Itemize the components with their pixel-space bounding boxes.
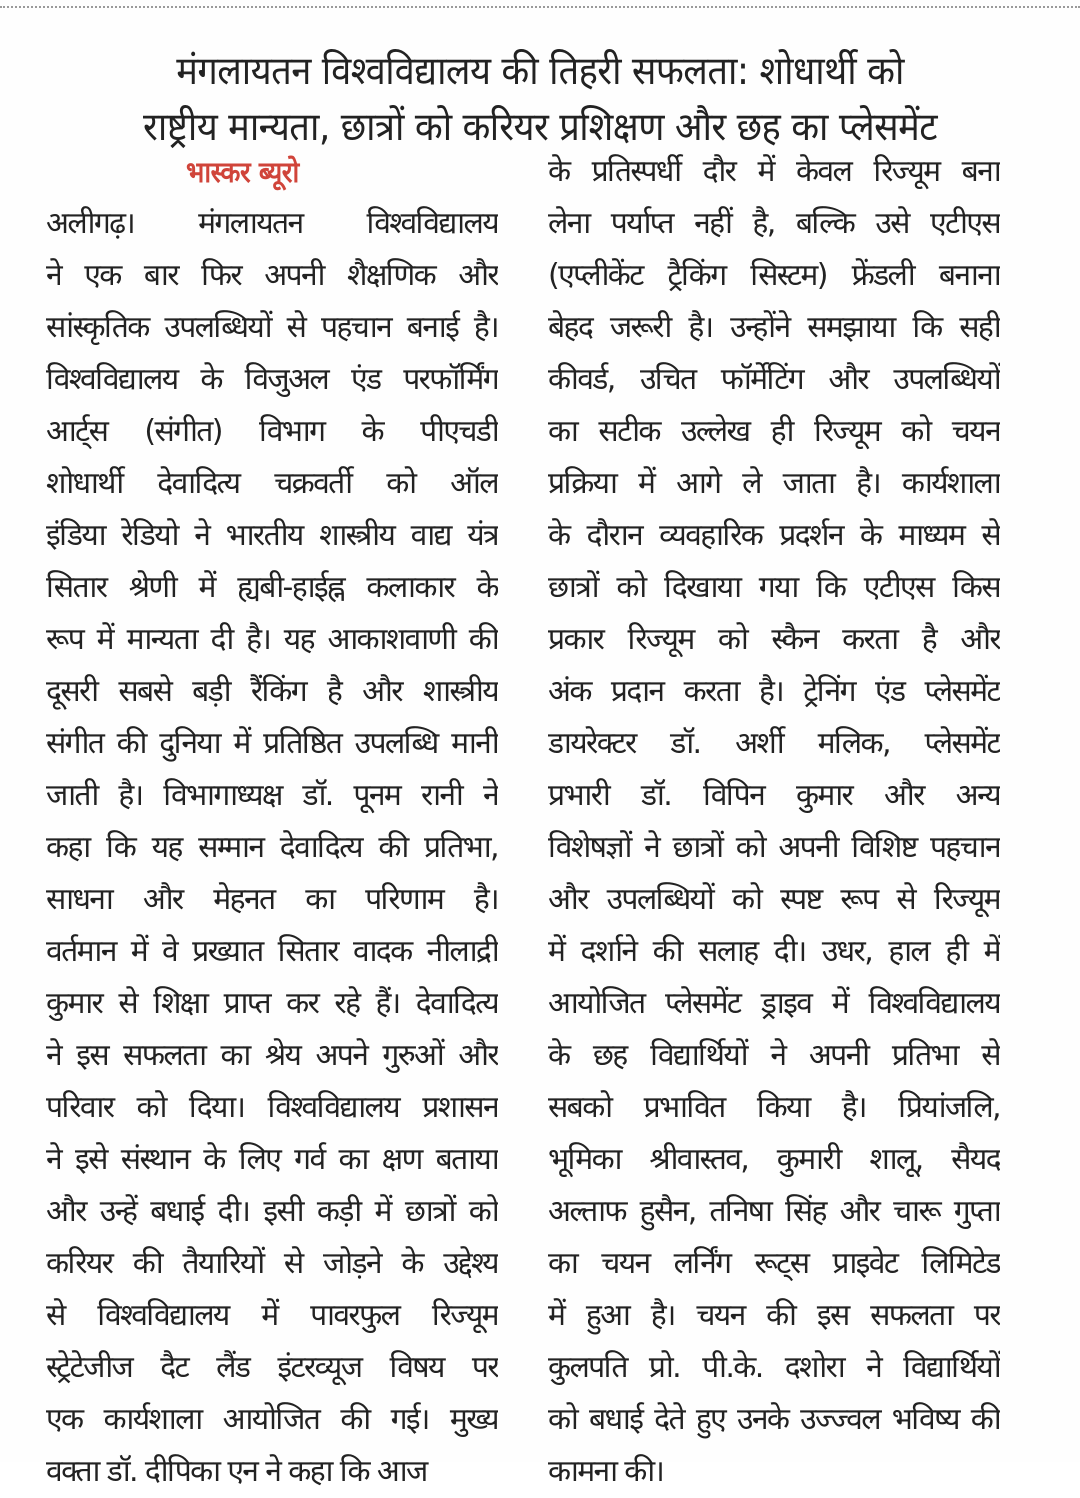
text-line: के प्रतिस्पर्धी दौर में केवल रिज्यूम बना [548, 154, 1000, 189]
text-line: सबको प्रभावित किया है। प्रियांजलि, [548, 1090, 1000, 1125]
text-line: आयोजित प्लेसमेंट ड्राइव में विश्वविद्यालय [548, 986, 1000, 1021]
text-line: विश्वविद्यालय के विजुअल एंड परफॉर्मिंग [46, 362, 498, 397]
left-column-text [46, 198, 498, 1498]
text-line: वर्तमान में वे प्रख्यात सितार वादक नीलाद्री [46, 934, 498, 969]
text-line: अंक प्रदान करता है। ट्रेनिंग एंड प्लेसमेंट [548, 674, 1000, 709]
text-line: छात्रों को दिखाया गया कि एटीएस किस [548, 570, 1000, 605]
text-line: डायरेक्टर डॉ. अर्शी मलिक, प्लेसमेंट [548, 726, 1000, 761]
text-line: बेहद जरूरी है। उन्होंने समझाया कि सही [548, 310, 1000, 345]
text-line: कुमार से शिक्षा प्राप्त कर रहे हैं। देवादित्य [46, 986, 498, 1021]
text-line: कहा कि यह सम्मान देवादित्य की प्रतिभा, [46, 830, 498, 865]
text-line: के छह विद्यार्थियों ने अपनी प्रतिभा से [548, 1038, 1000, 1073]
text-line: परिवार को दिया। विश्वविद्यालय प्रशासन [46, 1090, 498, 1125]
text-line: प्रकार रिज्यूम को स्कैन करता है और [548, 622, 1000, 657]
text-line: के दौरान व्यवहारिक प्रदर्शन के माध्यम से [548, 518, 1000, 553]
text-line: वक्ता डॉ. दीपिका एन ने कहा कि आज [46, 1454, 427, 1489]
text-line: अल्ताफ हुसैन, तनिषा सिंह और चारू गुप्ता [548, 1194, 1000, 1229]
headline [66, 44, 1015, 156]
text-line: प्रभारी डॉ. विपिन कुमार और अन्य [548, 778, 1000, 813]
text-line: प्रक्रिया में आगे ले जाता है। कार्यशाला [548, 466, 1000, 501]
text-line: इंडिया रेडियो ने भारतीय शास्त्रीय वाद्य यंत्र [46, 518, 498, 553]
text-line: साधना और मेहनत का परिणाम है। [46, 882, 498, 917]
byline: भास्कर ब्यूरो [186, 155, 299, 189]
text-line: सांस्कृतिक उपलब्धियों से पहचान बनाई है। [46, 310, 498, 345]
text-line: रूप में मान्यता दी है। यह आकाशवाणी की [46, 622, 498, 657]
text-line: ने एक बार फिर अपनी शैक्षणिक और [46, 258, 498, 293]
text-line: दूसरी सबसे बड़ी रैंकिंग है और शास्त्रीय [46, 674, 498, 709]
text-line: ने इसे संस्थान के लिए गर्व का क्षण बताया [46, 1142, 498, 1177]
text-line: जाती है। विभागाध्यक्ष डॉ. पूनम रानी ने [46, 778, 498, 813]
text-line: भूमिका श्रीवास्तव, कुमारी शालू, सैयद [548, 1142, 1000, 1177]
text-line: करियर की तैयारियों से जोड़ने के उद्देश्य [46, 1246, 498, 1281]
headline-line-1: मंगलायतन विश्वविद्यालय की तिहरी सफलता: शोधार्थी को [176, 49, 904, 95]
text-line: अलीगढ़। मंगलायतन विश्वविद्यालय [46, 206, 498, 241]
text-line: सितार श्रेणी में ह्यबी-हाईह्न कलाकार के [46, 570, 498, 605]
text-line: ने इस सफलता का श्रेय अपने गुरुओं और [46, 1038, 498, 1073]
text-line: कामना की। [548, 1454, 664, 1489]
text-line: शोधार्थी देवादित्य चक्रवर्ती को ऑल [46, 466, 498, 501]
right-column-text [548, 146, 1000, 1498]
text-line: और उपलब्धियों को स्पष्ट रूप से रिज्यूम [548, 882, 1000, 917]
text-line: को बधाई देते हुए उनके उज्ज्वल भविष्य की [548, 1402, 1000, 1437]
text-line: कुलपति प्रो. पी.के. दशोरा ने विद्यार्थियों [548, 1350, 1000, 1385]
text-line: में हुआ है। चयन की इस सफलता पर [548, 1298, 1000, 1333]
text-line: से विश्वविद्यालय में पावरफुल रिज्यूम [46, 1298, 498, 1333]
text-line: में दर्शाने की सलाह दी। उधर, हाल ही में [548, 934, 1000, 969]
text-line: आर्ट्स (संगीत) विभाग के पीएचडी [46, 414, 498, 449]
text-line: (एप्लीकेंट ट्रैकिंग सिस्टम) फ्रेंडली बनाना [548, 258, 1000, 293]
text-line: स्ट्रेटेजीज दैट लैंड इंटरव्यूज विषय पर [46, 1350, 498, 1385]
text-line: लेना पर्याप्त नहीं है, बल्कि उसे एटीएस [548, 206, 1000, 241]
dotted-cut-line [0, 6, 1080, 8]
text-line: एक कार्यशाला आयोजित की गई। मुख्य [46, 1402, 498, 1437]
text-line: संगीत की दुनिया में प्रतिष्ठित उपलब्धि मानी [46, 726, 498, 761]
text-line: का चयन लर्निंग रूट्स प्राइवेट लिमिटेड [548, 1246, 1000, 1281]
text-line: विशेषज्ञों ने छात्रों को अपनी विशिष्ट पहचान [548, 830, 1000, 865]
headline-line-2: राष्ट्रीय मान्यता, छात्रों को करियर प्रशिक्षण और छह का प्लेसमेंट [143, 105, 937, 151]
text-line: कीवर्ड, उचित फॉर्मेटिंग और उपलब्धियों [548, 362, 1000, 397]
text-line: और उन्हें बधाई दी। इसी कड़ी में छात्रों को [46, 1194, 498, 1229]
text-line: का सटीक उल्लेख ही रिज्यूम को चयन [548, 414, 1000, 449]
